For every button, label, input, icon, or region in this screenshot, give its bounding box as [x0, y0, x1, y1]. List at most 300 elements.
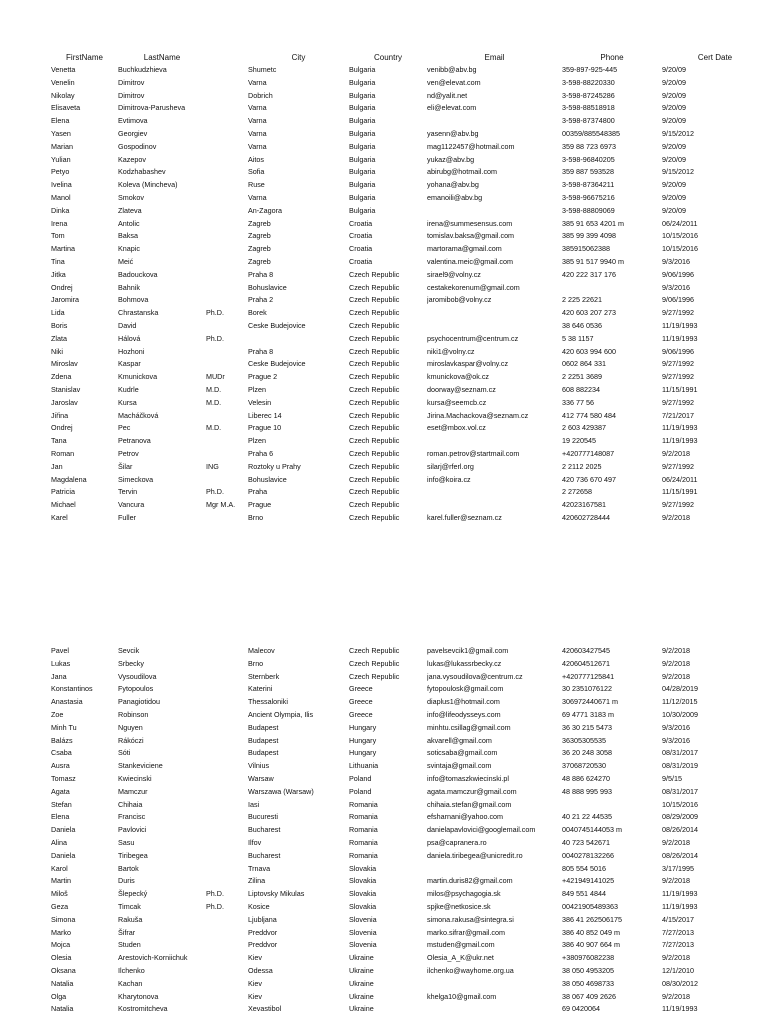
last-name-cell: Tervin	[118, 487, 138, 497]
phone-cell: 36 20 248 3058	[562, 748, 612, 758]
cert-date-cell: 10/15/2016	[662, 244, 698, 254]
spacer	[0, 696, 51, 709]
email-cell: martorama@gmail.com	[427, 244, 502, 254]
email-cell: niki1@volny.cz	[427, 346, 475, 356]
cert-date-cell: 06/24/2011	[662, 474, 698, 484]
city-cell: Brno	[248, 658, 264, 668]
city-cell: Iasi	[248, 799, 260, 809]
city-cell: Ancient Olympia, Ilis	[248, 709, 314, 719]
city-cell: Bohuslavice	[248, 474, 287, 484]
table-row	[0, 166, 768, 179]
table-row	[0, 499, 768, 512]
city-cell: Vilnius	[248, 761, 270, 771]
last-name-cell: Simeckova	[118, 474, 154, 484]
first-name-cell: Tana	[51, 436, 67, 446]
spacer	[0, 888, 51, 901]
email-cell	[427, 1003, 562, 1016]
email-cell: mag1122457@hotmail.com	[427, 141, 515, 151]
first-name-cell: Oksana	[51, 965, 76, 975]
suffix-cell	[206, 671, 248, 684]
first-name-cell: Ondrej	[51, 282, 73, 292]
email-cell: kursa@seemcb.cz	[427, 397, 487, 407]
header-email: Email	[484, 53, 505, 62]
header-country: Country	[373, 53, 402, 62]
table-row	[0, 371, 768, 384]
spacer	[0, 837, 51, 850]
table-row	[0, 512, 768, 525]
city-cell: Xevastibol	[248, 1004, 282, 1014]
city-cell: Borek	[248, 308, 267, 318]
suffix-cell	[206, 658, 248, 671]
spacer	[0, 230, 51, 243]
first-name-cell: Karol	[51, 863, 68, 873]
country-cell: Bulgaria	[349, 77, 376, 87]
spacer	[0, 1003, 51, 1016]
first-name-cell: Niki	[51, 346, 63, 356]
suffix-cell	[206, 320, 248, 333]
phone-cell: 0040745144053 m	[562, 825, 622, 835]
phone-cell: 69 4771 3183 m	[562, 709, 614, 719]
table-row	[0, 230, 768, 243]
spacer	[0, 435, 51, 448]
city-cell: Sternberk	[248, 671, 280, 681]
last-name-cell: Mamczur	[118, 786, 148, 796]
city-cell: Thessaloniki	[248, 697, 288, 707]
cert-date-cell: 11/19/1993	[662, 320, 698, 330]
email-cell: khelga10@gmail.com	[427, 991, 497, 1001]
city-cell: Zagreb	[248, 231, 271, 241]
cert-date-cell: 9/20/09	[662, 77, 686, 87]
cert-date-cell: 7/21/2017	[662, 410, 694, 420]
suffix-cell	[206, 154, 248, 167]
spacer	[0, 346, 51, 359]
country-cell: Romania	[349, 850, 378, 860]
phone-cell: 48 888 995 993	[562, 786, 612, 796]
spacer	[0, 850, 51, 863]
city-cell: Malecov	[248, 646, 275, 655]
table-row	[0, 709, 768, 722]
country-cell: Ukraine	[349, 953, 374, 963]
spacer	[0, 282, 51, 295]
country-cell: Ukraine	[349, 1004, 374, 1014]
country-cell: Ukraine	[349, 965, 374, 975]
last-name-cell: Kaspar	[118, 359, 141, 369]
city-cell: Odessa	[248, 965, 273, 975]
suffix-cell	[206, 927, 248, 940]
phone-cell: 306972440671 m	[562, 697, 618, 707]
phone-cell: 3-598-88220330	[562, 77, 615, 87]
suffix-cell	[206, 218, 248, 231]
cert-date-cell: 9/3/2016	[662, 256, 690, 266]
first-name-cell: Yasen	[51, 128, 71, 138]
cert-date-cell: 11/19/1993	[662, 423, 698, 433]
first-name-cell: Zoe	[51, 709, 64, 719]
last-name-cell: Meić	[118, 256, 134, 266]
phone-cell: 385 99 399 4098	[562, 231, 616, 241]
email-cell: roman.petrov@startmail.com	[427, 448, 520, 458]
email-cell: akvarell@gmail.com	[427, 735, 492, 745]
table-row	[0, 192, 768, 205]
spacer	[0, 722, 51, 735]
email-cell: danielapavlovici@googlemail.com	[427, 825, 536, 835]
last-name-cell: Georgiev	[118, 128, 148, 138]
city-cell	[248, 333, 349, 346]
cert-date-cell: 11/19/1993	[662, 436, 698, 446]
city-cell: Liberec 14	[248, 410, 282, 420]
city-cell: Zagreb	[248, 244, 271, 254]
last-name-cell: Chihaia	[118, 799, 143, 809]
table-row	[0, 179, 768, 192]
email-cell: Jirina.Machackova@seznam.cz	[427, 410, 529, 420]
country-cell: Czech Republic	[349, 346, 400, 356]
suffix-cell	[206, 512, 248, 525]
first-name-cell: Tom	[51, 231, 65, 241]
email-cell: svintaja@gmail.com	[427, 761, 492, 771]
country-cell: Bulgaria	[349, 128, 376, 138]
country-cell: Slovenia	[349, 914, 377, 924]
suffix-cell	[206, 735, 248, 748]
country-cell: Bulgaria	[349, 154, 376, 164]
country-cell: Czech Republic	[349, 372, 400, 382]
email-cell	[427, 307, 562, 320]
phone-cell: 805 554 5016	[562, 863, 606, 873]
table-row	[0, 205, 768, 218]
city-cell: Katerini	[248, 684, 273, 694]
suffix-cell	[206, 358, 248, 371]
last-name-cell: Sóti	[118, 748, 131, 758]
phone-cell: 386 40 907 664 m	[562, 940, 620, 950]
country-cell: Czech Republic	[349, 646, 400, 655]
city-cell: Aitos	[248, 154, 264, 164]
spacer	[0, 709, 51, 722]
table-row	[0, 901, 768, 914]
table-row	[0, 837, 768, 850]
phone-cell: 359-897-925-445	[562, 65, 618, 74]
table-row	[0, 683, 768, 696]
suffix-cell	[206, 128, 248, 141]
suffix-cell	[206, 166, 248, 179]
country-cell: Czech Republic	[349, 359, 400, 369]
table-row	[0, 486, 768, 499]
header-cert-date: Cert Date	[697, 53, 733, 62]
spacer	[0, 179, 51, 192]
cert-date-cell: 9/06/1996	[662, 346, 694, 356]
city-cell: Varna	[248, 192, 267, 202]
cert-date-cell: 9/27/1992	[662, 461, 694, 471]
contact-table-upper	[0, 64, 768, 525]
city-cell: Liptovsky Mikulas	[248, 889, 305, 899]
email-cell: valentina.meic@gmail.com	[427, 256, 513, 266]
cert-date-cell: 9/20/09	[662, 205, 686, 215]
suffix-cell	[206, 243, 248, 256]
email-cell: eset@mbox.vol.cz	[427, 423, 486, 433]
city-cell: Budapest	[248, 722, 279, 732]
cert-date-cell: 06/24/2011	[662, 218, 698, 228]
suffix-cell	[206, 786, 248, 799]
phone-cell: 69 0420064	[562, 1004, 600, 1014]
phone-cell: 2 2251 3689	[562, 372, 602, 382]
suffix-cell	[206, 192, 248, 205]
email-cell: mstuden@gmail.com	[427, 940, 495, 950]
table-row	[0, 824, 768, 837]
cert-date-cell: 7/27/2013	[662, 940, 694, 950]
first-name-cell: Dinka	[51, 205, 70, 215]
cert-date-cell: 11/15/1991	[662, 487, 698, 497]
spacer	[0, 205, 51, 218]
email-cell: jaromibob@volny.cz	[427, 295, 492, 305]
table-row	[0, 1003, 768, 1016]
table-row	[0, 141, 768, 154]
country-cell: Bulgaria	[349, 116, 376, 126]
spacer	[0, 991, 51, 1004]
cert-date-cell: 9/15/2012	[662, 128, 694, 138]
phone-cell: 420 736 670 497	[562, 474, 616, 484]
last-name-cell: Bohmova	[118, 295, 149, 305]
first-name-cell: Jaroslav	[51, 397, 78, 407]
table-row	[0, 397, 768, 410]
last-name-cell: Petrov	[118, 448, 139, 458]
spacer	[0, 448, 51, 461]
city-cell: Prague 10	[248, 423, 282, 433]
last-name-cell: Kursa	[118, 397, 137, 407]
country-cell: Czech Republic	[349, 500, 400, 510]
first-name-cell: Mojca	[51, 940, 71, 950]
spacer	[0, 683, 51, 696]
phone-cell	[562, 282, 662, 295]
table-row	[0, 90, 768, 103]
email-cell: info@lifeodysseys.com	[427, 709, 501, 719]
city-cell: Ceske Budejovice	[248, 359, 306, 369]
table-row	[0, 154, 768, 167]
cert-date-cell: 9/20/09	[662, 192, 686, 202]
email-cell	[427, 499, 562, 512]
last-name-cell: Fytopoulos	[118, 684, 154, 694]
table-row	[0, 991, 768, 1004]
first-name-cell: Roman	[51, 448, 75, 458]
spacer	[0, 410, 51, 423]
phone-cell: 359 88 723 6973	[562, 141, 616, 151]
phone-cell: 3-598-87245286	[562, 90, 615, 100]
country-cell: Czech Republic	[349, 512, 400, 522]
phone-cell: 3-598-87374800	[562, 116, 615, 126]
country-cell: Czech Republic	[349, 282, 400, 292]
city-cell: Kiev	[248, 953, 262, 963]
email-cell: marko.sifrar@gmail.com	[427, 927, 505, 937]
table-row	[0, 965, 768, 978]
country-cell: Czech Republic	[349, 474, 400, 484]
country-cell: Czech Republic	[349, 269, 400, 279]
suffix-cell: Ph.D.	[206, 333, 224, 343]
table-row	[0, 952, 768, 965]
last-name-cell: Vysoudilova	[118, 671, 157, 681]
phone-cell: 3-598-96840205	[562, 154, 615, 164]
last-name-cell: Srbecky	[118, 658, 144, 668]
email-cell: simona.rakusa@sintegra.si	[427, 914, 514, 924]
email-cell	[427, 320, 562, 333]
last-name-cell: Kostromitcheva	[118, 1004, 168, 1014]
phone-cell: +380976082238	[562, 953, 615, 963]
suffix-cell	[206, 474, 248, 487]
first-name-cell: Marko	[51, 927, 71, 937]
phone-cell: 40 723 542671	[562, 837, 610, 847]
first-name-cell: Ausra	[51, 761, 70, 771]
table-row	[0, 448, 768, 461]
first-name-cell: Elisaveta	[51, 103, 81, 113]
suffix-cell	[206, 102, 248, 115]
country-cell: Czech Republic	[349, 320, 400, 330]
last-name-cell: Kazepov	[118, 154, 146, 164]
cert-date-cell: 08/31/2019	[662, 761, 698, 771]
last-name-cell: Hozhoni	[118, 346, 145, 356]
first-name-cell: Venetta	[51, 65, 76, 74]
table-row	[0, 320, 768, 333]
last-name-cell: Zlateva	[118, 205, 142, 215]
first-name-cell: Alina	[51, 837, 67, 847]
first-name-cell: Karel	[51, 512, 68, 522]
suffix-cell	[206, 824, 248, 837]
city-cell: Kosice	[248, 901, 270, 911]
suffix-cell	[206, 914, 248, 927]
last-name-cell: Šifrar	[118, 927, 136, 937]
suffix-cell	[206, 90, 248, 103]
spacer	[0, 760, 51, 773]
spacer	[0, 64, 51, 77]
last-name-cell: Panagiotidou	[118, 697, 160, 707]
email-cell: minhtu.csillag@gmail.com	[427, 722, 511, 732]
cert-date-cell: 9/20/09	[662, 141, 686, 151]
cert-date-cell: 9/3/2016	[662, 722, 690, 732]
country-cell: Hungary	[349, 748, 377, 758]
phone-cell: 38 050 4698733	[562, 978, 614, 988]
suffix-cell	[206, 799, 248, 812]
spacer	[0, 128, 51, 141]
city-cell: Praha 8	[248, 269, 274, 279]
spacer	[0, 358, 51, 371]
table-row	[0, 269, 768, 282]
last-name-cell: Buchkudzhieva	[118, 65, 167, 74]
header-firstname: FirstName	[66, 53, 103, 62]
country-cell: Czech Republic	[349, 295, 400, 305]
first-name-cell: Ondrej	[51, 423, 73, 433]
city-cell: Kiev	[248, 978, 262, 988]
first-name-cell: Patricia	[51, 487, 75, 497]
suffix-cell: M.D.	[206, 397, 222, 407]
spacer	[0, 422, 51, 435]
city-cell: Zagreb	[248, 256, 271, 266]
first-name-cell: Daniela	[51, 825, 76, 835]
table-row	[0, 914, 768, 927]
suffix-cell: ING	[206, 461, 219, 471]
email-cell: agata.mamczur@gmail.com	[427, 786, 517, 796]
spacer	[0, 939, 51, 952]
suffix-cell	[206, 64, 248, 77]
country-cell: Czech Republic	[349, 448, 400, 458]
city-cell: Brno	[248, 512, 264, 522]
cert-date-cell: 9/2/2018	[662, 646, 690, 655]
spacer	[0, 384, 51, 397]
city-cell: Prague 2	[248, 372, 278, 382]
table-row	[0, 863, 768, 876]
city-cell: Praha	[248, 487, 268, 497]
suffix-cell: Ph.D.	[206, 308, 224, 318]
table-row	[0, 384, 768, 397]
first-name-cell: Marian	[51, 141, 73, 151]
last-name-cell: Fuller	[118, 512, 136, 522]
last-name-cell: Badouckova	[118, 269, 158, 279]
city-cell: Sofia	[248, 167, 265, 177]
first-name-cell: Zdena	[51, 372, 72, 382]
first-name-cell: Martin	[51, 876, 71, 886]
country-cell: Czech Republic	[349, 671, 400, 681]
country-cell: Ukraine	[349, 978, 374, 988]
last-name-cell: Sasu	[118, 837, 135, 847]
country-cell: Bulgaria	[349, 180, 376, 190]
email-cell: ilchenko@wayhome.org.ua	[427, 965, 514, 975]
country-cell: Czech Republic	[349, 410, 400, 420]
spacer	[0, 786, 51, 799]
table-row	[0, 346, 768, 359]
first-name-cell: Miloš	[51, 889, 68, 899]
phone-cell: 420603427545	[562, 646, 610, 655]
spacer	[0, 901, 51, 914]
table-row	[0, 410, 768, 423]
table-row	[0, 115, 768, 128]
last-name-cell: Duris	[118, 876, 135, 886]
suffix-cell	[206, 773, 248, 786]
cert-date-cell: 11/19/1993	[662, 1004, 698, 1014]
phone-cell: 420 603 994 600	[562, 346, 616, 356]
last-name-cell: Dimitrov	[118, 77, 145, 87]
last-name-cell: Rakuša	[118, 914, 143, 924]
phone-cell: 5 38 1157	[562, 333, 594, 343]
country-cell: Romania	[349, 825, 378, 835]
cert-date-cell: 9/27/1992	[662, 359, 694, 369]
email-cell: yasenn@abv.bg	[427, 128, 479, 138]
city-cell: Trnava	[248, 863, 271, 873]
first-name-cell: Lida	[51, 308, 65, 318]
spacer	[0, 192, 51, 205]
spacer	[0, 294, 51, 307]
country-cell: Lithuania	[349, 761, 379, 771]
suffix-cell	[206, 683, 248, 696]
email-cell: martin.duris82@gmail.com	[427, 876, 513, 886]
city-cell: Roztoky u Prahy	[248, 461, 301, 471]
suffix-cell: M.D.	[206, 384, 222, 394]
country-cell: Czech Republic	[349, 397, 400, 407]
spacer	[0, 965, 51, 978]
spacer	[0, 90, 51, 103]
cert-date-cell: 9/27/1992	[662, 308, 694, 318]
spacer	[0, 747, 51, 760]
cert-date-cell: 10/15/2016	[662, 799, 698, 809]
country-cell: Bulgaria	[349, 141, 376, 151]
table-row	[0, 474, 768, 487]
cert-date-cell: 4/15/2017	[662, 914, 694, 924]
spacer	[0, 811, 51, 824]
email-cell	[427, 205, 562, 218]
table-row	[0, 760, 768, 773]
last-name-cell: Sevcik	[118, 646, 140, 655]
country-cell: Poland	[349, 786, 372, 796]
email-cell	[427, 486, 562, 499]
last-name-cell: Evtimova	[118, 116, 148, 126]
spacer	[0, 671, 51, 684]
email-cell: chihaia.stefan@gmail.com	[427, 799, 512, 809]
last-name-cell: Koleva (Mincheva)	[118, 180, 178, 190]
first-name-cell: Minh Tu	[51, 722, 77, 732]
first-name-cell: Agata	[51, 786, 70, 796]
first-name-cell: Irena	[51, 218, 68, 228]
